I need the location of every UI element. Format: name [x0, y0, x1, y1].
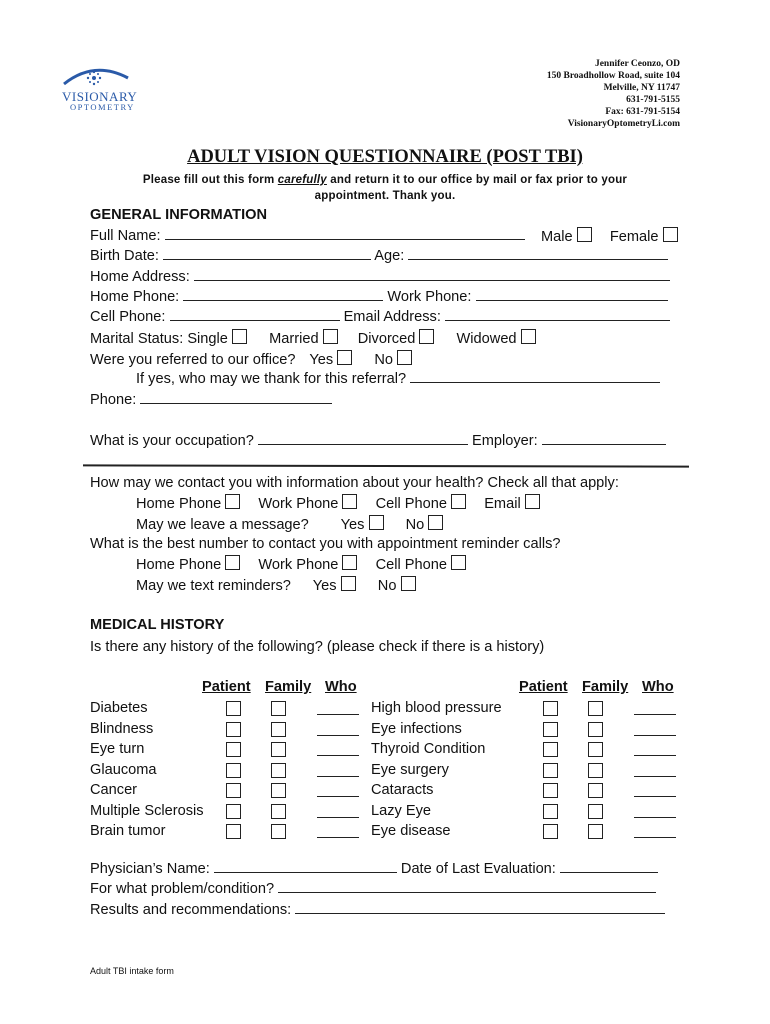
instructions-emphasis: carefully — [277, 174, 327, 186]
right-family-checkbox[interactable] — [588, 722, 603, 737]
single-checkbox[interactable] — [232, 329, 247, 344]
contact-cell-label: Cell Phone — [375, 496, 448, 512]
eye-logo-icon — [60, 64, 132, 90]
employer-field[interactable] — [542, 432, 666, 445]
female-label: Female — [609, 229, 659, 245]
reminder-home-label: Home Phone — [136, 557, 222, 573]
referral-no-label: No — [374, 352, 394, 368]
right-who-field[interactable] — [634, 836, 676, 838]
referral-label: Were you referred to our office? — [90, 352, 296, 368]
condition-label: High blood pressure — [371, 700, 502, 716]
practice-logo — [60, 64, 138, 116]
sex-options — [541, 227, 678, 246]
full-name-label: Full Name: — [90, 228, 161, 244]
married-checkbox[interactable] — [323, 329, 338, 344]
right-patient-checkbox[interactable] — [543, 722, 558, 737]
contact-question: How may we contact you with information about your health? Check all that apply: — [90, 475, 619, 491]
home-address-label: Home Address: — [90, 269, 190, 285]
phone-row — [90, 288, 668, 306]
left-patient-checkbox[interactable] — [226, 804, 241, 819]
left-patient-checkbox[interactable] — [226, 783, 241, 798]
left-patient-checkbox[interactable] — [226, 742, 241, 757]
results-label: Results and recommendations: — [90, 902, 292, 918]
text-no-checkbox[interactable] — [401, 576, 416, 591]
condition-label: Cancer — [90, 782, 138, 798]
address-line: Melville, NY 11747 — [603, 83, 680, 93]
married-label: Married — [269, 331, 319, 347]
male-label: Male — [541, 229, 573, 245]
page-title: ADULT VISION QUESTIONNAIRE (POST TBI) — [187, 147, 583, 167]
right-family-checkbox[interactable] — [588, 824, 603, 839]
left-patient-checkbox[interactable] — [226, 701, 241, 716]
employer-label: Employer: — [471, 433, 538, 449]
section-divider — [83, 464, 689, 467]
home-address-field[interactable] — [194, 268, 670, 281]
reminder-work-label: Work Phone — [258, 557, 339, 573]
referral-yes-label: Yes — [309, 352, 334, 368]
work-phone-label: Work Phone: — [387, 289, 472, 305]
occupation-label: What is your occupation? — [90, 433, 254, 449]
address-line: Fax: 631-791-5154 — [605, 107, 680, 117]
contact-email-checkbox[interactable] — [525, 494, 540, 509]
logo-sub: OPTOMETRY — [70, 102, 135, 112]
full-name-row — [90, 227, 525, 245]
right-patient-checkbox[interactable] — [543, 763, 558, 778]
birth-date-field[interactable] — [163, 247, 371, 260]
contact-work-checkbox[interactable] — [342, 494, 357, 509]
home-address-row — [90, 268, 670, 286]
condition-label: Glaucoma — [90, 762, 157, 778]
reminder-work-checkbox[interactable] — [342, 555, 357, 570]
cell-phone-label: Cell Phone: — [90, 309, 166, 325]
left-who-field[interactable] — [317, 734, 359, 736]
cell-phone-field[interactable] — [170, 308, 340, 321]
referral-thanks-field[interactable] — [410, 370, 660, 383]
right-family-checkbox[interactable] — [588, 742, 603, 757]
text-yes-checkbox[interactable] — [341, 576, 356, 591]
address-line: 150 Broadhollow Road, suite 104 — [546, 71, 680, 81]
problem-row — [90, 880, 656, 898]
condition-label: Thyroid Condition — [371, 741, 486, 757]
condition-label: Eye surgery — [371, 762, 449, 778]
leave-message-label: May we leave a message? — [136, 517, 309, 533]
home-phone-field[interactable] — [183, 288, 383, 301]
male-checkbox[interactable] — [577, 227, 592, 242]
widowed-checkbox[interactable] — [521, 329, 536, 344]
contact-work-label: Work Phone — [258, 496, 339, 512]
email-address-label: Email Address: — [343, 309, 441, 325]
instructions — [0, 172, 770, 204]
condition-label: Brain tumor — [90, 823, 166, 839]
referral-thanks-row — [136, 370, 660, 388]
medical-question: Is there any history of the following? (please check if there is a history) — [90, 639, 545, 655]
marital-status-row — [90, 329, 536, 348]
right-patient-checkbox[interactable] — [543, 701, 558, 716]
right-who-field[interactable] — [634, 734, 676, 736]
instructions-line2: appointment. Thank you. — [314, 190, 456, 202]
left-who-field[interactable] — [317, 754, 359, 756]
right-patient-checkbox[interactable] — [543, 824, 558, 839]
condition-label: Eye disease — [371, 823, 451, 839]
left-patient-checkbox[interactable] — [226, 824, 241, 839]
birth-date-label: Birth Date: — [90, 248, 159, 264]
right-family-checkbox[interactable] — [588, 804, 603, 819]
right-who-field[interactable] — [634, 816, 676, 818]
right-patient-header: Patient — [519, 679, 568, 695]
problem-field[interactable] — [278, 880, 656, 893]
left-who-header: Who — [325, 679, 357, 695]
last-evaluation-label: Date of Last Evaluation: — [400, 861, 556, 877]
left-who-field[interactable] — [317, 816, 359, 818]
message-no-label: No — [405, 517, 425, 533]
right-family-header: Family — [582, 679, 629, 695]
contact-home-label: Home Phone — [136, 496, 222, 512]
message-yes-label: Yes — [340, 517, 365, 533]
left-who-field[interactable] — [317, 775, 359, 777]
left-who-field[interactable] — [317, 795, 359, 797]
physician-row — [90, 860, 658, 878]
widowed-label: Widowed — [456, 331, 517, 347]
results-field[interactable] — [295, 901, 665, 914]
reminder-cell-checkbox[interactable] — [451, 555, 466, 570]
full-name-field[interactable] — [165, 227, 525, 240]
general-heading: GENERAL INFORMATION — [90, 207, 268, 223]
right-who-header: Who — [642, 679, 674, 695]
address-line: VisionaryOptometryLi.com — [567, 119, 680, 129]
left-patient-checkbox[interactable] — [226, 763, 241, 778]
reminder-cell-label: Cell Phone — [375, 557, 448, 573]
condition-label: Cataracts — [371, 782, 434, 798]
condition-label: Multiple Sclerosis — [90, 803, 204, 819]
occupation-field[interactable] — [258, 432, 468, 445]
left-family-checkbox[interactable] — [271, 824, 286, 839]
birth-date-row — [90, 247, 668, 265]
divorced-checkbox[interactable] — [419, 329, 434, 344]
left-family-checkbox[interactable] — [271, 742, 286, 757]
reminder-methods-row — [136, 555, 466, 574]
physician-name-label: Physician’s Name: — [90, 861, 210, 877]
right-family-checkbox[interactable] — [588, 701, 603, 716]
work-phone-field[interactable] — [476, 288, 668, 301]
text-yes-label: Yes — [312, 578, 337, 594]
right-who-field[interactable] — [634, 795, 676, 797]
last-evaluation-field[interactable] — [560, 860, 658, 873]
message-no-checkbox[interactable] — [428, 515, 443, 530]
text-reminders-row — [136, 576, 416, 595]
page-footer: Adult TBI intake form — [90, 966, 174, 976]
leave-message-row — [136, 515, 443, 534]
contact-home-checkbox[interactable] — [225, 494, 240, 509]
condition-label: Lazy Eye — [371, 803, 432, 819]
right-family-checkbox[interactable] — [588, 763, 603, 778]
left-family-checkbox[interactable] — [271, 722, 286, 737]
email-address-field[interactable] — [445, 308, 670, 321]
best-number-question: What is the best number to contact you with appointment reminder calls? — [90, 536, 561, 552]
left-patient-checkbox[interactable] — [226, 722, 241, 737]
contact-methods-row — [136, 494, 540, 513]
referral-phone-label: Phone: — [90, 392, 137, 408]
right-who-field[interactable] — [634, 713, 676, 715]
cell-email-row — [90, 308, 670, 326]
address-line: Jennifer Ceonzo, OD — [594, 59, 680, 69]
condition-label: Blindness — [90, 721, 154, 737]
left-family-checkbox[interactable] — [271, 763, 286, 778]
reminder-home-checkbox[interactable] — [225, 555, 240, 570]
referral-phone-row — [90, 391, 332, 409]
right-patient-checkbox[interactable] — [543, 804, 558, 819]
referral-thanks-label: If yes, who may we thank for this referral? — [136, 371, 407, 387]
condition-label: Eye infections — [371, 721, 462, 737]
left-who-field[interactable] — [317, 836, 359, 838]
contact-cell-checkbox[interactable] — [451, 494, 466, 509]
condition-label: Diabetes — [90, 700, 148, 716]
left-family-header: Family — [265, 679, 312, 695]
left-family-checkbox[interactable] — [271, 804, 286, 819]
home-phone-label: Home Phone: — [90, 289, 180, 305]
condition-label: Eye turn — [90, 741, 145, 757]
results-row — [90, 901, 665, 919]
left-family-checkbox[interactable] — [271, 783, 286, 798]
instructions-text: Please fill out this form — [142, 174, 278, 186]
medical-heading: MEDICAL HISTORY — [90, 617, 225, 633]
contact-email-label: Email — [484, 496, 521, 512]
referral-yes-checkbox[interactable] — [337, 350, 352, 365]
left-who-field[interactable] — [317, 713, 359, 715]
logo-brand: VISIONARY — [62, 89, 138, 104]
age-label: Age: — [374, 248, 405, 264]
divorced-label: Divorced — [357, 331, 416, 347]
text-reminders-label: May we text reminders? — [136, 578, 291, 594]
right-who-field[interactable] — [634, 754, 676, 756]
right-family-checkbox[interactable] — [588, 783, 603, 798]
left-patient-header: Patient — [202, 679, 251, 695]
marital-status-label: Marital Status: Single — [90, 331, 228, 347]
referral-no-checkbox[interactable] — [397, 350, 412, 365]
message-yes-checkbox[interactable] — [369, 515, 384, 530]
occupation-row — [90, 432, 666, 450]
right-who-field[interactable] — [634, 775, 676, 777]
referral-phone-field[interactable] — [140, 391, 332, 404]
referral-row — [90, 350, 412, 369]
text-no-label: No — [377, 578, 397, 594]
age-field[interactable] — [408, 247, 668, 260]
problem-label: For what problem/condition? — [90, 881, 275, 897]
female-checkbox[interactable] — [663, 227, 678, 242]
right-patient-checkbox[interactable] — [543, 742, 558, 757]
practice-address — [547, 58, 680, 130]
instructions-text: and return it to our office by mail or fax prior to your — [326, 174, 628, 186]
address-line: 631-791-5155 — [626, 95, 680, 105]
right-patient-checkbox[interactable] — [543, 783, 558, 798]
physician-name-field[interactable] — [214, 860, 397, 873]
left-family-checkbox[interactable] — [271, 701, 286, 716]
